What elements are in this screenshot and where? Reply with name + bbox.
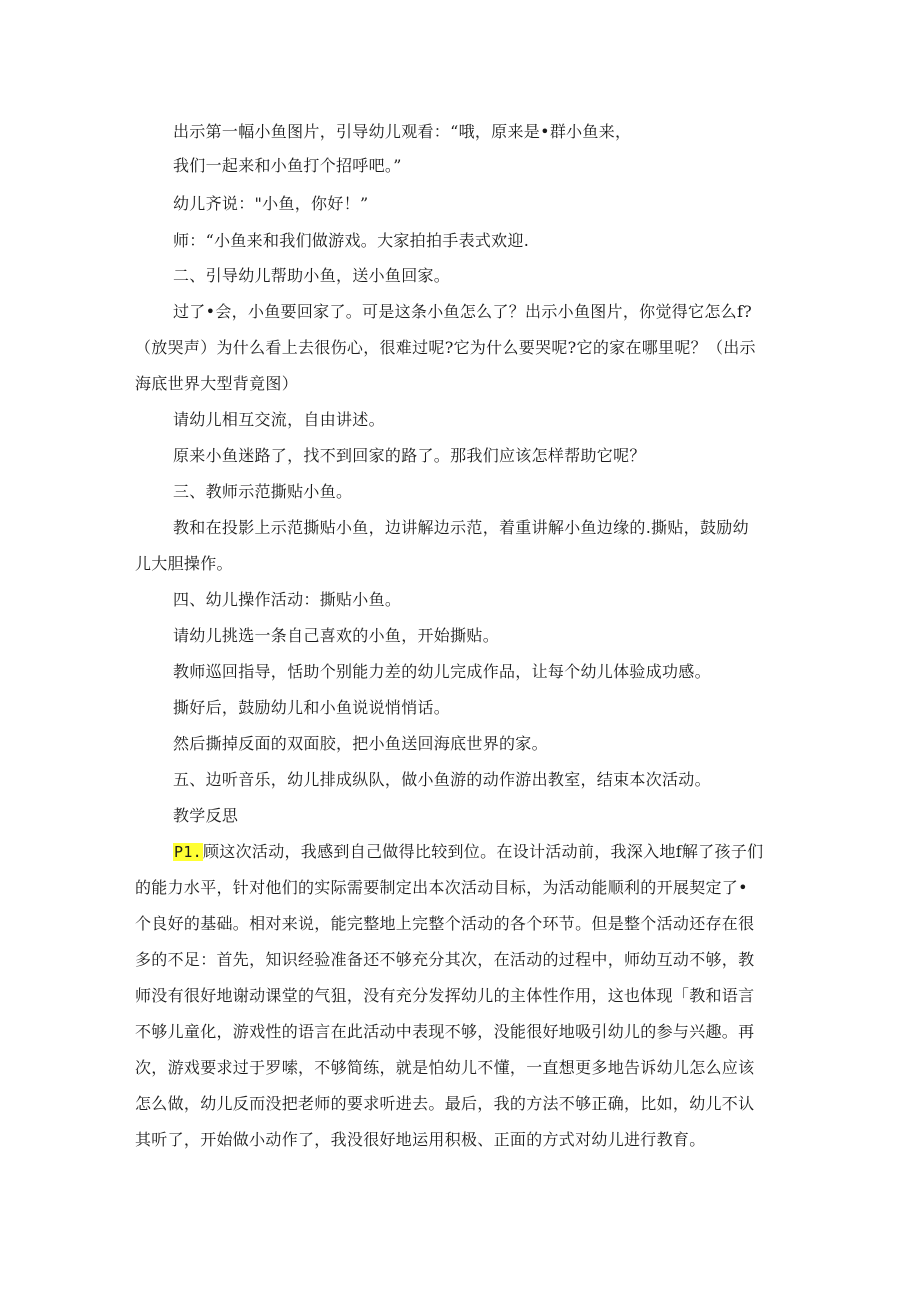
paragraph-line: 师：“小鱼来和我们做游戏。大家拍拍手表式欢迎.: [173, 231, 530, 250]
paragraph-line: （放哭声）为什么看上去很伤心，很难过呢?它为什么要哭呢?它的家在哪里呢？（出示: [135, 338, 756, 357]
paragraph-line: 师没有很好地谢动课堂的气狙，没有充分发挥幼儿的主体性作用，这也体现「教和语言: [135, 986, 755, 1005]
paragraph-line: 请幼儿相互交流，自由讲述。: [173, 410, 385, 429]
paragraph-line: 个良好的基础。相对来说，能完整地上完整个活动的各个环节。但是整个活动还存在很: [135, 914, 755, 933]
paragraph-line: 请幼儿挑选一条自己喜欢的小鱼，开始撕贴。: [173, 626, 500, 645]
section-heading: 教学反思: [173, 806, 239, 825]
section-heading: 四、幼儿操作活动：撕贴小鱼。: [173, 590, 402, 609]
paragraph-line: 教和在投影上示范撕贴小鱼，边讲解边示范，着重讲解小鱼边缘的.撕贴，鼓励幼: [173, 518, 749, 537]
section-heading: 二、引导幼儿帮助小鱼，送小鱼回家。: [173, 266, 451, 285]
section-heading: 三、教师示范撕贴小鱼。: [173, 482, 353, 501]
paragraph-line: 其听了，开始做小动作了，我没很好地运用积极、正面的方式对幼儿进行教育。: [135, 1130, 706, 1149]
paragraph-line: 多的不足：首先，知识经验准备还不够充分其次，在活动的过程中，师幼互动不够，教: [135, 950, 755, 969]
paragraph-line: 海底世界大型背竟图）: [135, 374, 299, 393]
paragraph-line: 儿大胆操作。: [135, 554, 233, 573]
paragraph-line: 出示第一幅小鱼图片，引导幼儿观看：“哦，原来是•群小鱼来，: [173, 122, 632, 141]
paragraph-line: 次，游戏要求过于罗嗦，不够简练，就是怕幼儿不懂，一直想更多地告诉幼儿怎么应该: [135, 1058, 755, 1077]
paragraph-line: 撕好后，鼓励幼儿和小鱼说说悄悄话。: [173, 698, 451, 717]
paragraph-line: 原来小鱼迷路了，找不到回家的路了。那我们应该怎样帮助它呢？: [173, 446, 646, 465]
section-heading: 五、边听音乐，幼儿排成纵队，做小鱼游的动作游出教室，结束本次活动。: [173, 770, 711, 789]
paragraph-line: 不够儿童化，游戏性的语言在此活动中表现不够，没能很好地吸引幼儿的参与兴趣。再: [135, 1022, 755, 1041]
paragraph-text: 顾这次活动，我感到自己做得比较到位。在设计活动前，我深入地f解了孩子们: [203, 842, 764, 861]
paragraph-line: 然后撕掉反面的双面胶，把小鱼送回海底世界的家。: [173, 734, 548, 753]
paragraph-line: [173, 842, 763, 862]
paragraph-line: 幼儿齐说："小鱼，你好！”: [173, 194, 369, 213]
paragraph-line: 的能力水平，针对他们的实际需要制定出本次活动目标，为活动能顺利的开展契定了•: [135, 878, 748, 897]
paragraph-line: 过了•会，小鱼要回家了。可是这条小鱼怎么了？出示小鱼图片，你觉得它怎么f?: [173, 302, 753, 321]
highlighted-marker: P1.: [174, 843, 202, 861]
paragraph-line: 我们一起来和小鱼打个招呼吧。”: [173, 156, 402, 175]
paragraph-line: 教师巡回指导，恬助个别能力差的幼儿完成作品，让每个幼儿体验成功感。: [173, 662, 711, 681]
paragraph-line: 怎么做，幼儿反而没把老师的要求听进去。最后，我的方法不够正确，比如，幼儿不认: [135, 1094, 755, 1113]
